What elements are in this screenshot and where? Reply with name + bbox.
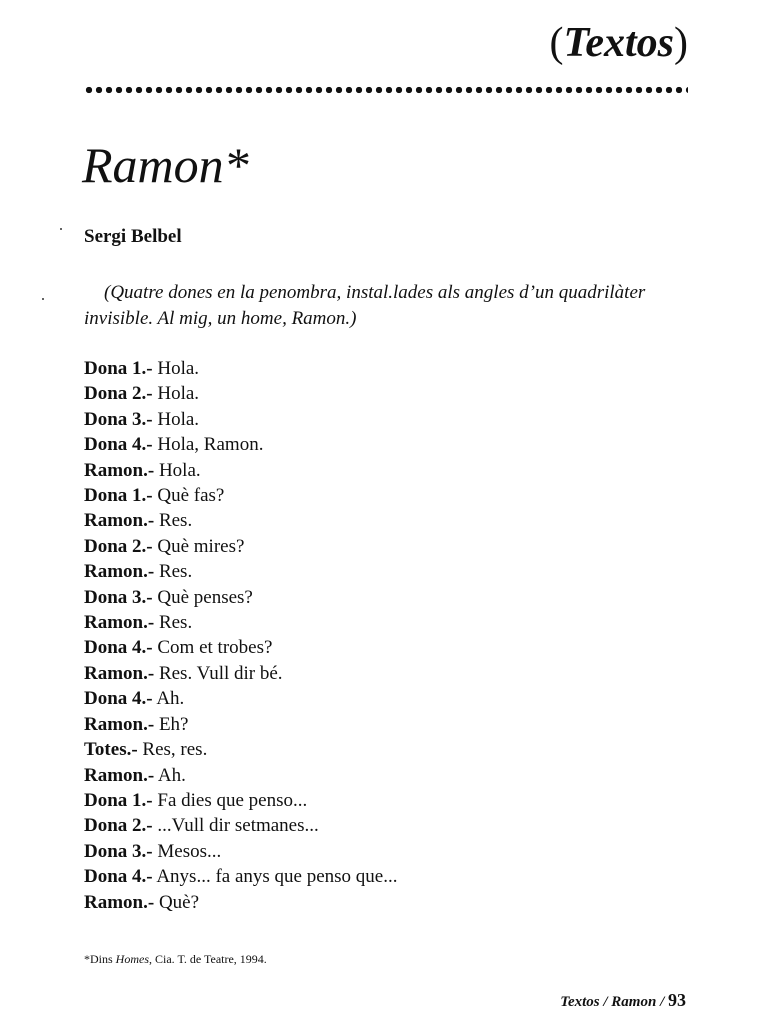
section-header-label: Textos <box>563 20 674 66</box>
footnote-suffix: , Cia. T. de Teatre, 1994. <box>149 952 267 966</box>
speaker-label: Dona 3.- <box>84 840 153 862</box>
speaker-label: Dona 4.- <box>84 866 153 888</box>
line-text: Ah. <box>152 688 185 710</box>
speaker-label: Totes.- <box>84 739 138 761</box>
dialogue-line <box>84 635 684 660</box>
author-name: Sergi Belbel <box>84 226 182 247</box>
speaker-label: Ramon.- <box>84 891 155 913</box>
footnote-prefix: *Dins <box>84 952 116 966</box>
dialogue-line <box>84 788 684 813</box>
line-text: Anys... fa anys que penso que... <box>152 866 398 888</box>
line-text: Mesos... <box>152 840 222 862</box>
speaker-label: Dona 1.- <box>84 789 153 811</box>
speaker-label: Dona 3.- <box>84 408 153 430</box>
folio-label: Textos / Ramon / <box>560 994 668 1010</box>
line-text: Hola. <box>152 358 200 379</box>
line-text: Hola. <box>152 408 200 430</box>
page-number: 93 <box>668 990 686 1010</box>
dialogue-line <box>84 661 684 686</box>
speaker-label: Dona 1.- <box>84 485 153 507</box>
speaker-label: Ramon.- <box>84 764 155 786</box>
line-text: Què mires? <box>152 535 245 557</box>
dialogue-line <box>84 534 684 559</box>
dialogue-line <box>84 356 684 381</box>
line-text: Com et trobes? <box>152 637 273 659</box>
scan-speck <box>60 228 62 230</box>
dialogue-line <box>84 839 684 864</box>
speaker-label: Dona 3.- <box>84 586 153 608</box>
speaker-label: Dona 4.- <box>84 688 153 710</box>
scan-speck <box>42 298 44 300</box>
line-text: Fa dies que penso... <box>152 789 308 811</box>
line-text: Què fas? <box>152 485 225 507</box>
dialogue-line <box>84 407 684 432</box>
line-text: Res. Vull dir bé. <box>154 662 283 684</box>
speaker-label: Dona 2.- <box>84 815 153 837</box>
dialogue-line <box>84 890 684 915</box>
dialogue-line <box>84 763 684 788</box>
line-text: Res. <box>154 510 193 532</box>
line-text: Hola, Ramon. <box>152 434 264 456</box>
line-text: Res. <box>154 561 193 583</box>
section-header <box>550 22 688 64</box>
dialogue-line <box>84 686 684 711</box>
section-header-open-paren: ( <box>549 20 564 66</box>
dialogue-line <box>84 559 684 584</box>
line-text: Ah. <box>154 764 186 786</box>
footnote <box>84 952 267 967</box>
speaker-label: Ramon.- <box>84 561 155 583</box>
line-text: Eh? <box>154 713 189 735</box>
line-text: Hola. <box>152 383 200 405</box>
dialogue-line <box>84 585 684 610</box>
dialogue-line <box>84 864 684 889</box>
dotted-rule <box>84 86 688 94</box>
speaker-label: Ramon.- <box>84 459 155 481</box>
line-text: Què penses? <box>152 586 253 608</box>
dialogue-line <box>84 483 684 508</box>
dialogue-line <box>84 737 684 762</box>
section-header-close-paren: ) <box>674 20 688 66</box>
speaker-label: Dona 4.- <box>84 434 153 456</box>
speaker-label: Dona 1.- <box>84 358 153 379</box>
stage-direction: (Quatre dones en la penombra, instal.lades als angles d’un quadrilàter invisible. Al mig, un home, Ramon.) <box>84 282 646 329</box>
line-text: Res, res. <box>137 739 208 761</box>
speaker-label: Dona 2.- <box>84 383 153 405</box>
line-text: Res. <box>154 612 193 634</box>
dialogue-line <box>84 432 684 457</box>
dialogue-line <box>84 381 684 406</box>
speaker-label: Ramon.- <box>84 713 155 735</box>
dialogue-line <box>84 610 684 635</box>
footnote-work: Homes <box>115 952 149 966</box>
line-text: Què? <box>154 891 200 913</box>
speaker-label: Dona 4.- <box>84 637 153 659</box>
page-title: Ramon* <box>82 137 249 193</box>
speaker-label: Ramon.- <box>84 612 155 634</box>
line-text: Hola. <box>154 459 201 481</box>
dialogue-line <box>84 458 684 483</box>
speaker-label: Ramon.- <box>84 662 155 684</box>
speaker-label: Ramon.- <box>84 510 155 532</box>
dialogue-line <box>84 813 684 838</box>
dialogue-line <box>84 712 684 737</box>
line-text: ...Vull dir setmanes... <box>152 815 319 837</box>
page-folio <box>560 990 686 1011</box>
dialogue <box>84 356 684 915</box>
dialogue-line <box>84 508 684 533</box>
speaker-label: Dona 2.- <box>84 535 153 557</box>
